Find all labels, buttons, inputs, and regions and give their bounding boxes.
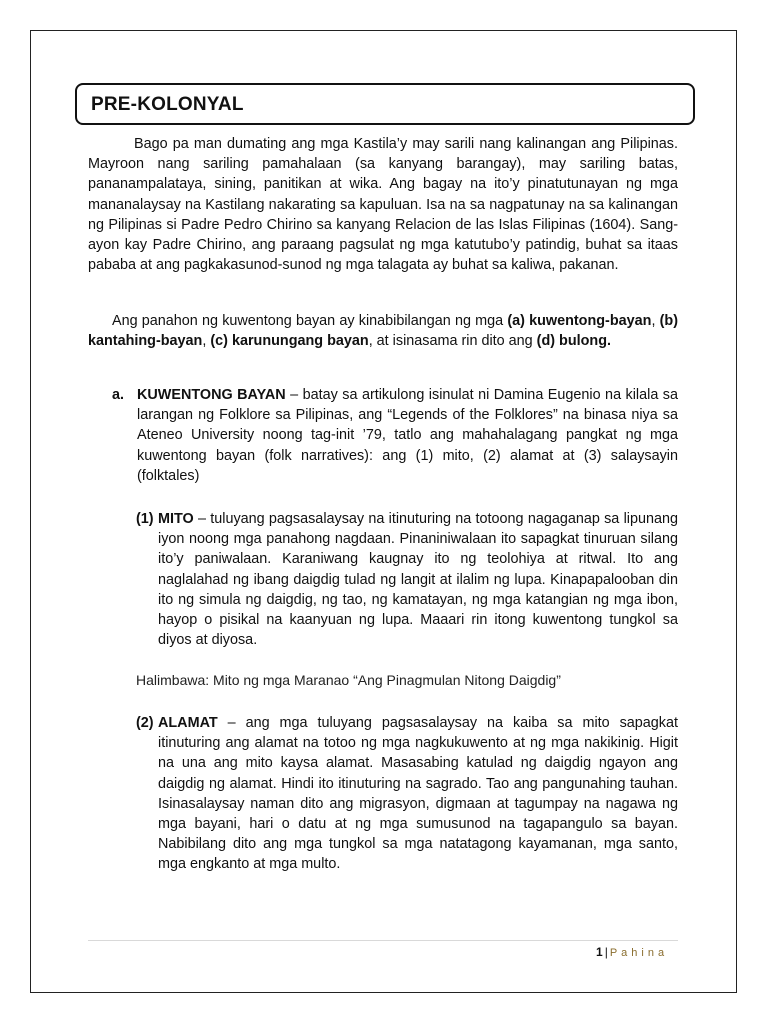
- list-item-text: – ang mga tuluyang pagsasalaysay na kaiba sa mito sapagkat itinuturing ang alamat na totoo ng mga nagkukuwento at ng mga nakikinig. Higit na una ang mito kaysa alamat. Masasabing katulad ng daigdig ngayon ang daigdig ng alamat. Hindi ito itinuturing na sagrado. Tao ang pangunahing tauhan. Isinasalaysay naman dito ang migrasyon, digmaan at tagumpay na nagawa ng mga bayani, hari o datu at ng mga sumusunod na tagapangulo sa bayan. Nabibilang dito ang mga tungkol sa mga natatagong kayamanan, mga santo, mga engkanto at mga multo.: [158, 715, 678, 873]
- list-item-label: a.: [112, 387, 125, 403]
- list-item-mito: [136, 509, 678, 650]
- title-box: [75, 83, 695, 125]
- list-item-text: – tuluyang pagsasalaysay na itinuturing na totoong nagaganap sa lipunang iyon noong mga panahong nagdaan. Pinaniniwalaan ito sapagkat tinuruan silang ito’y paniwalaan. Karaniwang kaugnay ito ng teolohiya at ritwal. Ito ang naglalahad ng ibang daigdig tulad ng langit at ilalim ng lupa. Kinapapalooban din ito ng simula ng daigdig, ng tao, ng kamatayan, ng mga katangian ng mga ibon, hayop o pisikal na kaanyuan ng lupa. Maaari rin itong kuwentong tungkol sa diyos at diyosa.: [158, 511, 678, 649]
- page-title: PRE-KOLONYAL: [91, 94, 244, 115]
- page-footer: [596, 945, 668, 959]
- list-item-heading: ALAMAT: [158, 715, 218, 731]
- list-item-text: – batay sa artikulong isinulat ni Damina Eugenio na kilala sa larangan ng Folklore sa Pilipinas, ang “Legends of the Folklores” na binasa niya sa Ateneo University noong tag-init ’79, tatlo ang mahahalagang pangkat ng mga kuwentong bayan (folk narratives): ang (1) mito, (2) alamat at (3) salaysayin (folktales): [137, 387, 678, 484]
- page-separator: |: [604, 945, 608, 959]
- page-number: 1: [596, 945, 603, 959]
- category-c: (c) karunungang bayan: [210, 333, 369, 350]
- category-a: (a) kuwentong-bayan: [507, 313, 652, 329]
- intro-paragraph-text: Bago pa man dumating ang mga Kastila’y may sarili nang kalinangan ang Pilipinas. Mayroon nang sariling pamahalaan (sa kanyang barangay), may sariling batas, pananampalataya, sining, panitikan at wika. Ang bagay na ito’y pinatutunayan ng mga mananalaysay na Kastilang nakarating sa kapuluan. Isa na sa nagpatunay na sa kalinangan ng Pilipinas si Padre Pedro Chirino sa kanyang Relacion de las Islas Filipinas (1604). Sang-ayon kay Padre Chirino, ang paraang pagsulat ng mga katutubo’y patindig, buhat sa itaas pababa at ang pagkakasunod-sunod ng mga talagata ay buhat sa kaliwa, pakanan.: [88, 136, 678, 274]
- example-text: Halimbawa: Mito ng mga Maranao “Ang Pinagmulan Nitong Daigdig”: [136, 672, 561, 688]
- categories-intro: Ang panahon ng kuwentong bayan ay kinabibilangan ng mga: [112, 313, 508, 329]
- page-word: Pahina: [609, 947, 669, 959]
- list-item-heading: MITO: [158, 511, 194, 527]
- footer-divider: [88, 940, 678, 941]
- list-item-label: (1): [136, 511, 154, 527]
- list-item-heading: KUWENTONG BAYAN: [137, 387, 286, 403]
- list-item-alamat: [136, 713, 678, 875]
- separator: ,: [202, 333, 211, 350]
- list-item-kuwentong-bayan: [112, 385, 678, 486]
- categories-mid: , at isinasama rin dito ang: [368, 333, 537, 350]
- separator: ,: [651, 313, 660, 329]
- list-item-label: (2): [136, 715, 154, 731]
- category-b: (b) kantahing-bayan: [88, 313, 678, 350]
- category-d: (d) bulong.: [536, 333, 611, 350]
- categories-paragraph: [88, 311, 678, 351]
- intro-paragraph: [88, 134, 678, 275]
